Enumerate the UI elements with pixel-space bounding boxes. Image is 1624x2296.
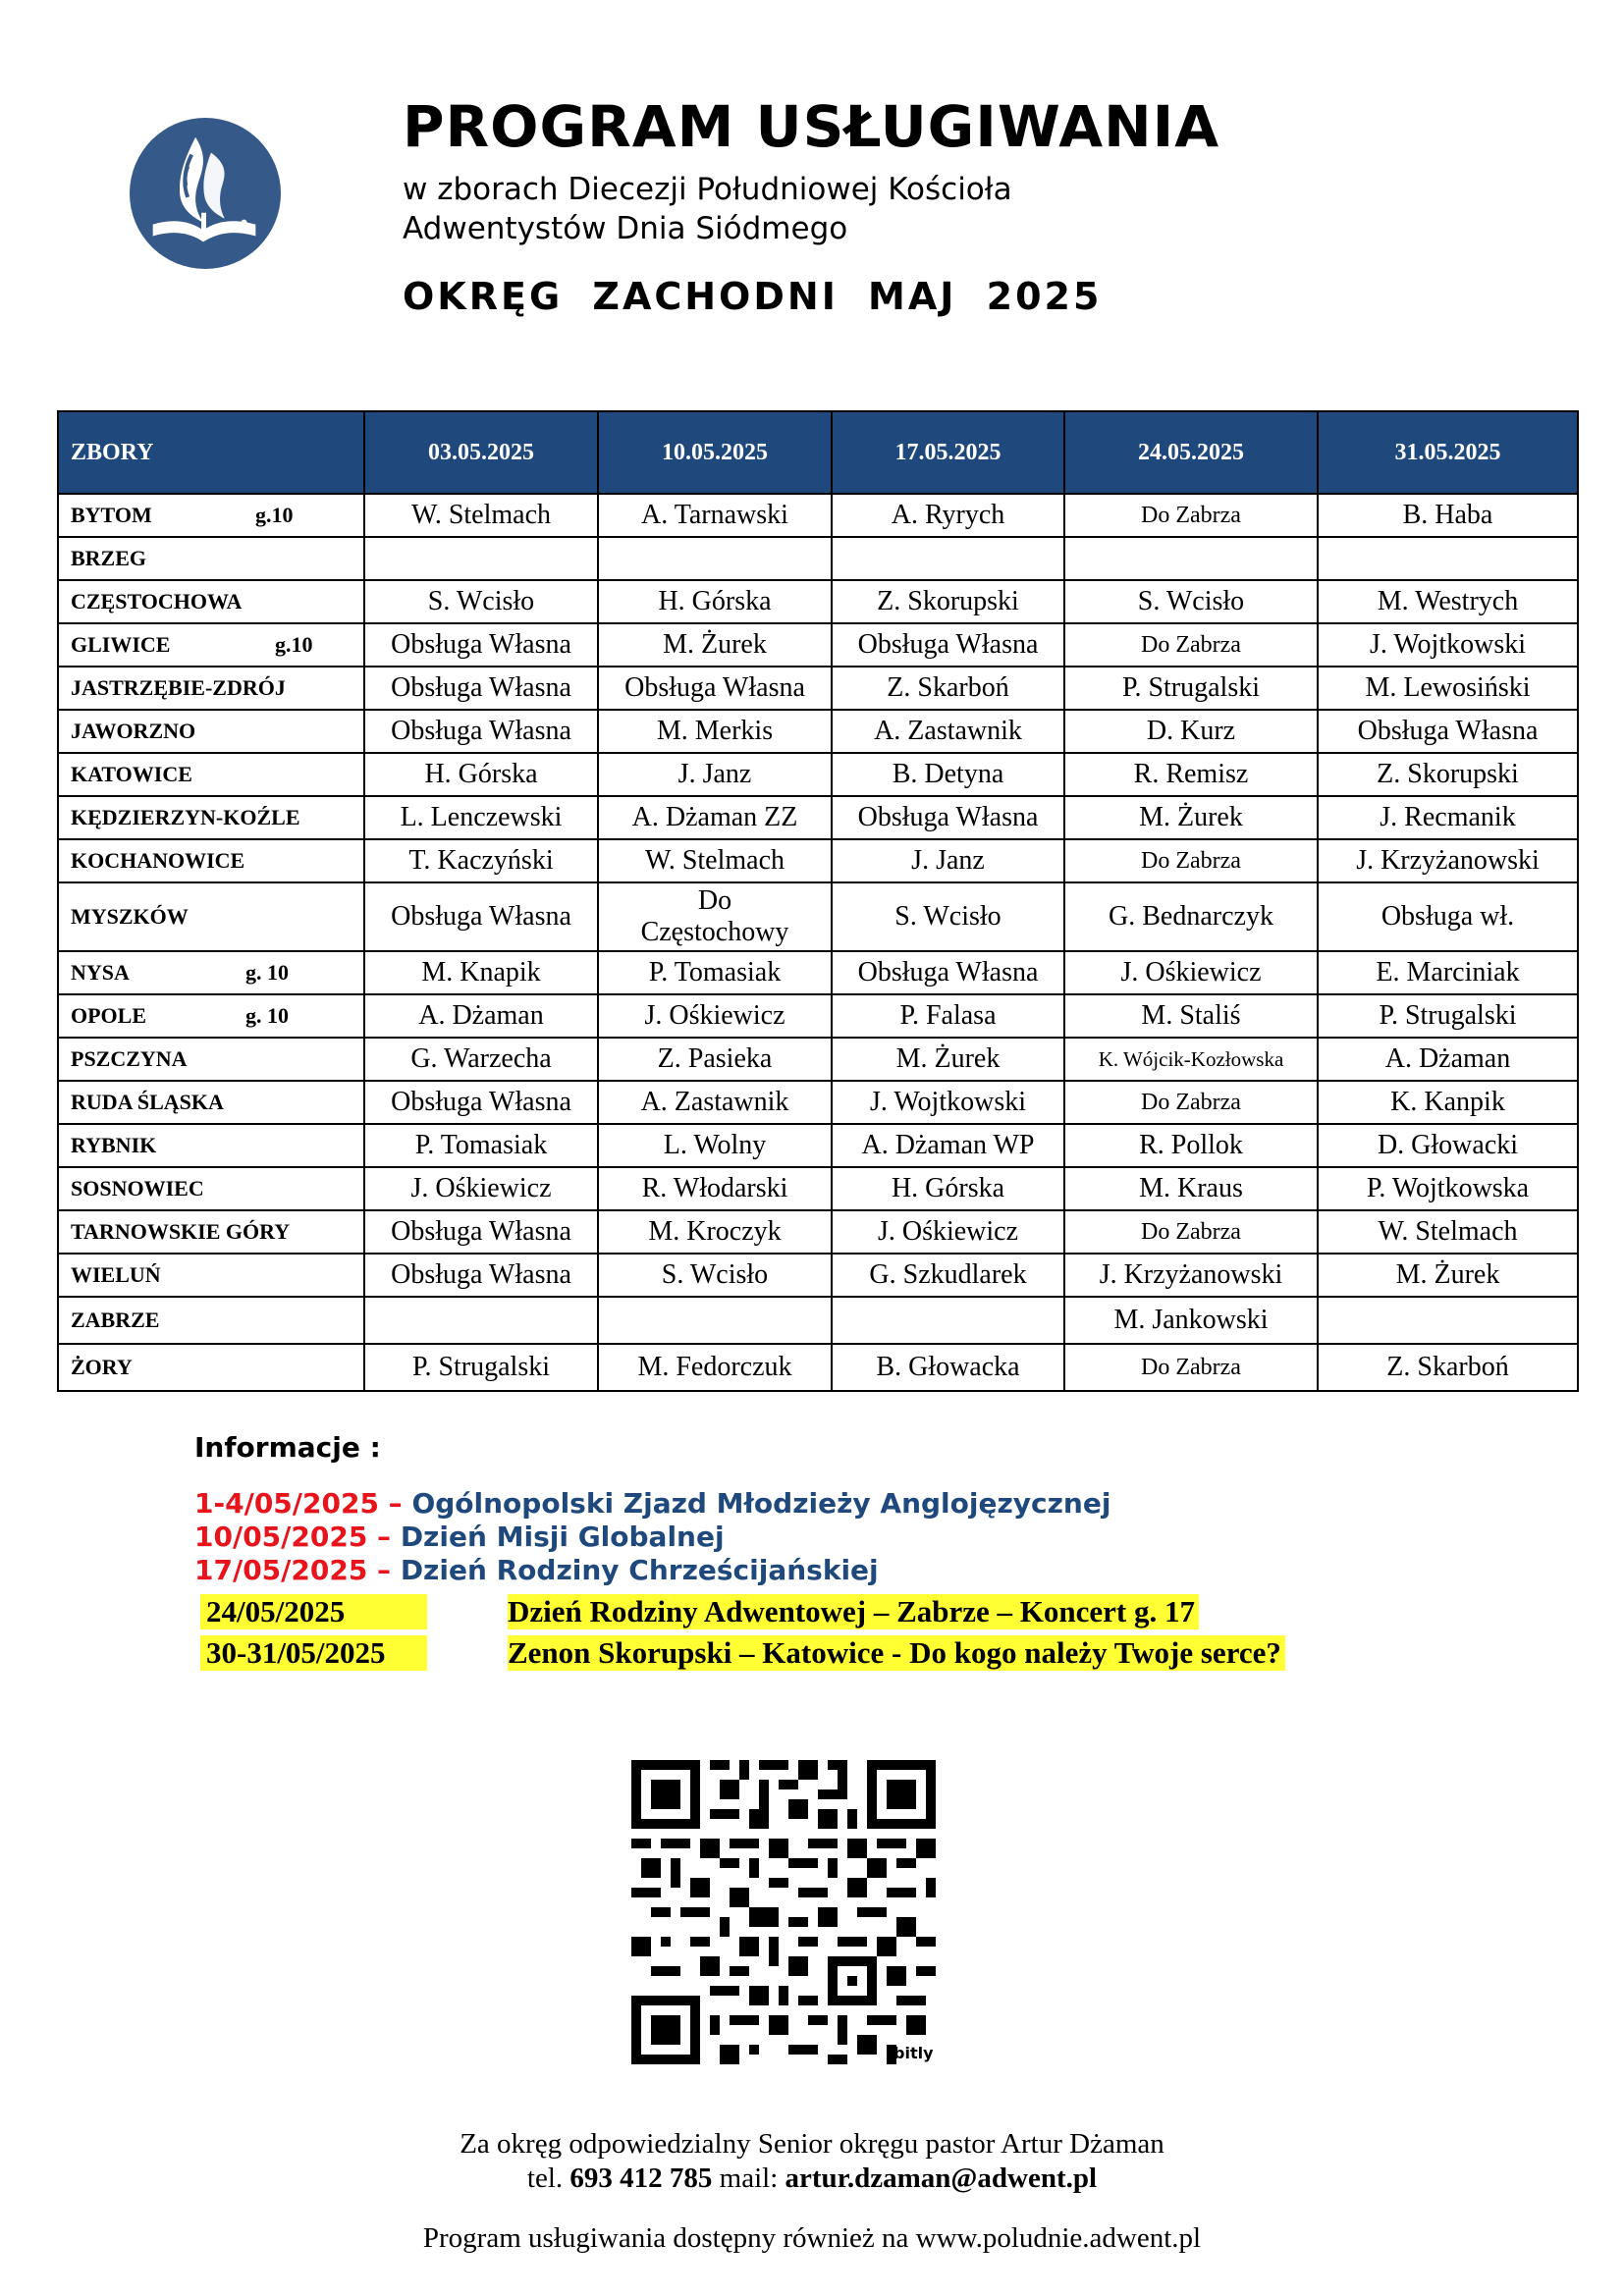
event-line bbox=[194, 1554, 879, 1587]
preacher-cell: K. Kanpik bbox=[1318, 1081, 1578, 1124]
table-row bbox=[58, 796, 1578, 839]
preacher-cell: H. Górska bbox=[364, 753, 598, 796]
preacher-cell: A. Zastawnik bbox=[598, 1081, 832, 1124]
church-name: KĘDZIERZYN-KOŹLE bbox=[71, 805, 300, 829]
preacher-cell: E. Marciniak bbox=[1318, 951, 1578, 994]
preacher-cell: J. Janz bbox=[832, 839, 1064, 882]
preacher-cell: J. Krzyżanowski bbox=[1064, 1254, 1318, 1297]
church-name: ZABRZE bbox=[71, 1308, 160, 1332]
preacher-cell: Obsługa Własna bbox=[364, 882, 598, 951]
preacher-cell: Z. Skorupski bbox=[1318, 753, 1578, 796]
preacher-cell: K. Wójcik-Kozłowska bbox=[1064, 1038, 1318, 1081]
preacher-cell: J. Wojtkowski bbox=[832, 1081, 1064, 1124]
church-name-cell bbox=[58, 1038, 364, 1081]
church-name: WIELUŃ bbox=[71, 1262, 161, 1287]
preacher-cell bbox=[832, 537, 1064, 580]
church-name-cell bbox=[58, 1344, 364, 1391]
event-title: Dzień Misji Globalnej bbox=[400, 1521, 725, 1553]
table-row bbox=[58, 1344, 1578, 1391]
church-name: BRZEG bbox=[71, 546, 147, 570]
church-name: CZĘSTOCHOWA bbox=[71, 589, 243, 614]
church-name: KATOWICE bbox=[71, 762, 192, 786]
preacher-cell: Obsługa Własna bbox=[364, 623, 598, 667]
preacher-cell bbox=[364, 537, 598, 580]
church-name-cell bbox=[58, 1167, 364, 1210]
table-row bbox=[58, 1038, 1578, 1081]
church-name-cell bbox=[58, 839, 364, 882]
table-row bbox=[58, 623, 1578, 667]
preacher-cell: Z. Skorupski bbox=[832, 580, 1064, 623]
preacher-cell: G. Szkudlarek bbox=[832, 1254, 1064, 1297]
church-name-cell bbox=[58, 1081, 364, 1124]
preacher-cell: M. Żurek bbox=[1064, 796, 1318, 839]
preacher-cell: A. Dżaman bbox=[364, 994, 598, 1038]
event-line bbox=[194, 1521, 725, 1554]
church-name: GLIWICE bbox=[71, 632, 171, 657]
preacher-cell: Do Częstochowy bbox=[598, 882, 832, 951]
preacher-cell: J. Ośkiewicz bbox=[598, 994, 832, 1038]
church-name-cell bbox=[58, 1124, 364, 1167]
preacher-cell: Z. Skarboń bbox=[1318, 1344, 1578, 1391]
church-name: MYSZKÓW bbox=[71, 904, 189, 929]
highlight-text: Zenon Skorupski – Katowice - Do kogo należy Twoje serce? bbox=[508, 1635, 1285, 1671]
footer-website: Program usługiwania dostępny również na www.poludnie.adwent.pl bbox=[422, 2222, 1202, 2254]
preacher-cell: Obsługa Własna bbox=[364, 710, 598, 753]
preacher-cell: Do Zabrza bbox=[1064, 1344, 1318, 1391]
preacher-cell bbox=[832, 1297, 1064, 1344]
preacher-cell: Obsługa Własna bbox=[832, 623, 1064, 667]
preacher-cell: Do Zabrza bbox=[1064, 1081, 1318, 1124]
preacher-cell: R. Pollok bbox=[1064, 1124, 1318, 1167]
table-row bbox=[58, 882, 1578, 951]
church-name: RYBNIK bbox=[71, 1133, 157, 1157]
table-row bbox=[58, 1081, 1578, 1124]
preacher-cell: W. Stelmach bbox=[598, 839, 832, 882]
preacher-cell: M. Kraus bbox=[1064, 1167, 1318, 1210]
preacher-cell: S. Wcisło bbox=[1064, 580, 1318, 623]
church-name-cell bbox=[58, 882, 364, 951]
preacher-cell: M. Żurek bbox=[598, 623, 832, 667]
preacher-cell: J. Ośkiewicz bbox=[1064, 951, 1318, 994]
preacher-cell: P. Falasa bbox=[832, 994, 1064, 1038]
page-title: PROGRAM USŁUGIWANIA bbox=[403, 93, 1220, 160]
event-date: 10/05/2025 – bbox=[194, 1521, 392, 1553]
preacher-cell: P. Wojtkowska bbox=[1318, 1167, 1578, 1210]
table-row bbox=[58, 994, 1578, 1038]
table-row bbox=[58, 1254, 1578, 1297]
preacher-cell: Do Zabrza bbox=[1064, 623, 1318, 667]
info-heading: Informacje : bbox=[194, 1431, 381, 1464]
preacher-cell: Obsługa wł. bbox=[1318, 882, 1578, 951]
preacher-cell: B. Głowacka bbox=[832, 1344, 1064, 1391]
preacher-cell: A. Dżaman WP bbox=[832, 1124, 1064, 1167]
church-name: BYTOM bbox=[71, 503, 152, 527]
service-time-note: g.10 bbox=[275, 632, 313, 657]
column-header: 24.05.2025 bbox=[1064, 411, 1318, 494]
preacher-cell: W. Stelmach bbox=[1318, 1210, 1578, 1254]
preacher-cell: Obsługa Własna bbox=[364, 1210, 598, 1254]
preacher-cell: M. Lewosiński bbox=[1318, 667, 1578, 710]
preacher-cell: M. Żurek bbox=[1318, 1254, 1578, 1297]
preacher-cell: Obsługa Własna bbox=[832, 951, 1064, 994]
column-header: ZBORY bbox=[58, 411, 364, 494]
preacher-cell: B. Haba bbox=[1318, 494, 1578, 537]
preacher-cell: P. Strugalski bbox=[364, 1344, 598, 1391]
church-name-cell bbox=[58, 753, 364, 796]
preacher-cell: Do Zabrza bbox=[1064, 494, 1318, 537]
preacher-cell: P. Strugalski bbox=[1064, 667, 1318, 710]
preacher-cell: J. Janz bbox=[598, 753, 832, 796]
service-time-note: g. 10 bbox=[245, 1003, 289, 1028]
preacher-cell bbox=[364, 1297, 598, 1344]
table-row bbox=[58, 580, 1578, 623]
preacher-cell: S. Wcisło bbox=[832, 882, 1064, 951]
preacher-cell: Obsługa Własna bbox=[1318, 710, 1578, 753]
event-title: Ogólnopolski Zjazd Młodzieży Anglojęzycznej bbox=[411, 1487, 1111, 1520]
preacher-cell: B. Detyna bbox=[832, 753, 1064, 796]
preacher-cell: M. Jankowski bbox=[1064, 1297, 1318, 1344]
preacher-cell: J. Ośkiewicz bbox=[364, 1167, 598, 1210]
service-time-note: g.10 bbox=[255, 503, 294, 527]
church-name-cell bbox=[58, 623, 364, 667]
preacher-cell: Obsługa Własna bbox=[832, 796, 1064, 839]
subtitle-line-2: Adwentystów Dnia Siódmego bbox=[403, 211, 848, 246]
church-name-cell bbox=[58, 580, 364, 623]
event-date: 1-4/05/2025 – bbox=[194, 1487, 403, 1520]
qr-brand-label: bitly bbox=[893, 2044, 934, 2062]
church-name-cell bbox=[58, 494, 364, 537]
preacher-cell: Obsługa Własna bbox=[364, 1081, 598, 1124]
preacher-cell: M. Merkis bbox=[598, 710, 832, 753]
event-line bbox=[194, 1487, 1110, 1521]
table-row bbox=[58, 710, 1578, 753]
preacher-cell: J. Recmanik bbox=[1318, 796, 1578, 839]
church-name: ŻORY bbox=[71, 1355, 133, 1379]
table-row bbox=[58, 667, 1578, 710]
church-name: JASTRZĘBIE-ZDRÓJ bbox=[71, 675, 286, 700]
preacher-cell bbox=[1318, 1297, 1578, 1344]
preacher-cell: R. Włodarski bbox=[598, 1167, 832, 1210]
church-name-cell bbox=[58, 1297, 364, 1344]
preacher-cell: M. Żurek bbox=[832, 1038, 1064, 1081]
preacher-cell: S. Wcisło bbox=[598, 1254, 832, 1297]
table-row bbox=[58, 494, 1578, 537]
church-name: NYSA bbox=[71, 960, 130, 985]
preacher-cell bbox=[1318, 537, 1578, 580]
preacher-cell: Do Zabrza bbox=[1064, 1210, 1318, 1254]
preacher-cell: J. Krzyżanowski bbox=[1318, 839, 1578, 882]
preacher-cell: M. Staliś bbox=[1064, 994, 1318, 1038]
preacher-cell: H. Górska bbox=[832, 1167, 1064, 1210]
table-row bbox=[58, 1210, 1578, 1254]
church-name-cell bbox=[58, 710, 364, 753]
preacher-cell: P. Tomasiak bbox=[598, 951, 832, 994]
column-header: 03.05.2025 bbox=[364, 411, 598, 494]
qr-code[interactable] bbox=[631, 1760, 936, 2064]
preacher-cell: T. Kaczyński bbox=[364, 839, 598, 882]
event-title: Dzień Rodziny Chrześcijańskiej bbox=[400, 1554, 879, 1586]
preacher-cell: L. Wolny bbox=[598, 1124, 832, 1167]
schedule-table bbox=[57, 410, 1579, 1392]
subtitle-line-1: w zborach Diecezji Południowej Kościoła bbox=[403, 172, 1012, 207]
church-name: JAWORZNO bbox=[71, 719, 196, 743]
preacher-cell: L. Lenczewski bbox=[364, 796, 598, 839]
mail-label: mail: bbox=[719, 2163, 779, 2194]
table-header-row bbox=[58, 411, 1578, 494]
preacher-cell: H. Górska bbox=[598, 580, 832, 623]
column-header: 10.05.2025 bbox=[598, 411, 832, 494]
preacher-cell: M. Kroczyk bbox=[598, 1210, 832, 1254]
column-header: 17.05.2025 bbox=[832, 411, 1064, 494]
church-name-cell bbox=[58, 1254, 364, 1297]
church-name-cell bbox=[58, 951, 364, 994]
preacher-cell: A. Tarnawski bbox=[598, 494, 832, 537]
preacher-cell: A. Ryrych bbox=[832, 494, 1064, 537]
preacher-cell: P. Tomasiak bbox=[364, 1124, 598, 1167]
church-name-cell bbox=[58, 796, 364, 839]
preacher-cell: W. Stelmach bbox=[364, 494, 598, 537]
service-time-note: g. 10 bbox=[245, 960, 289, 985]
preacher-cell: J. Wojtkowski bbox=[1318, 623, 1578, 667]
table-row bbox=[58, 951, 1578, 994]
church-name-cell bbox=[58, 994, 364, 1038]
church-name: TARNOWSKIE GÓRY bbox=[71, 1219, 291, 1244]
phone-number: 693 412 785 bbox=[569, 2163, 713, 2194]
preacher-cell: J. Ośkiewicz bbox=[832, 1210, 1064, 1254]
church-name: PSZCZYNA bbox=[71, 1046, 188, 1071]
preacher-cell: M. Knapik bbox=[364, 951, 598, 994]
email-link[interactable]: artur.dzaman@adwent.pl bbox=[785, 2163, 1098, 2194]
event-date: 17/05/2025 – bbox=[194, 1554, 392, 1586]
preacher-cell: A. Zastawnik bbox=[832, 710, 1064, 753]
preacher-cell: Obsługa Własna bbox=[598, 667, 832, 710]
preacher-cell: S. Wcisło bbox=[364, 580, 598, 623]
preacher-cell: D. Głowacki bbox=[1318, 1124, 1578, 1167]
church-name-cell bbox=[58, 1210, 364, 1254]
preacher-cell bbox=[598, 1297, 832, 1344]
footer-responsible: Za okręg odpowiedzialny Senior okręgu pastor Artur Dżaman bbox=[460, 2128, 1164, 2160]
preacher-cell: Obsługa Własna bbox=[364, 1254, 598, 1297]
preacher-cell: M. Westrych bbox=[1318, 580, 1578, 623]
table-row bbox=[58, 1297, 1578, 1344]
table-row bbox=[58, 537, 1578, 580]
preacher-cell: R. Remisz bbox=[1064, 753, 1318, 796]
table-row bbox=[58, 839, 1578, 882]
church-name-cell bbox=[58, 537, 364, 580]
preacher-cell bbox=[1064, 537, 1318, 580]
preacher-cell: G. Warzecha bbox=[364, 1038, 598, 1081]
church-name: SOSNOWIEC bbox=[71, 1176, 204, 1201]
preacher-cell: Z. Skarboń bbox=[832, 667, 1064, 710]
column-header: 31.05.2025 bbox=[1318, 411, 1578, 494]
preacher-cell: Z. Pasieka bbox=[598, 1038, 832, 1081]
preacher-cell: D. Kurz bbox=[1064, 710, 1318, 753]
highlight-date: 24/05/2025 bbox=[200, 1594, 427, 1629]
table-row bbox=[58, 1167, 1578, 1210]
preacher-cell: P. Strugalski bbox=[1318, 994, 1578, 1038]
preacher-cell: Obsługa Własna bbox=[364, 667, 598, 710]
preacher-cell: M. Fedorczuk bbox=[598, 1344, 832, 1391]
highlight-text: Dzień Rodziny Adwentowej – Zabrze – Koncert g. 17 bbox=[508, 1594, 1199, 1629]
preacher-cell: G. Bednarczyk bbox=[1064, 882, 1318, 951]
footer-contact bbox=[0, 2163, 1624, 2195]
church-name: RUDA ŚLĄSKA bbox=[71, 1090, 224, 1114]
church-name: OPOLE bbox=[71, 1003, 147, 1028]
page-subtitle bbox=[403, 170, 1012, 248]
church-name: KOCHANOWICE bbox=[71, 848, 245, 873]
district-heading: OKRĘG ZACHODNI MAJ 2025 bbox=[403, 275, 1103, 318]
table-row bbox=[58, 753, 1578, 796]
table-row bbox=[58, 1124, 1578, 1167]
preacher-cell: Do Zabrza bbox=[1064, 839, 1318, 882]
preacher-cell: A. Dżaman bbox=[1318, 1038, 1578, 1081]
church-name-cell bbox=[58, 667, 364, 710]
church-logo bbox=[128, 116, 283, 271]
preacher-cell: A. Dżaman ZZ bbox=[598, 796, 832, 839]
preacher-cell bbox=[598, 537, 832, 580]
highlight-date: 30-31/05/2025 bbox=[200, 1635, 427, 1671]
tel-label: tel. bbox=[526, 2163, 564, 2194]
